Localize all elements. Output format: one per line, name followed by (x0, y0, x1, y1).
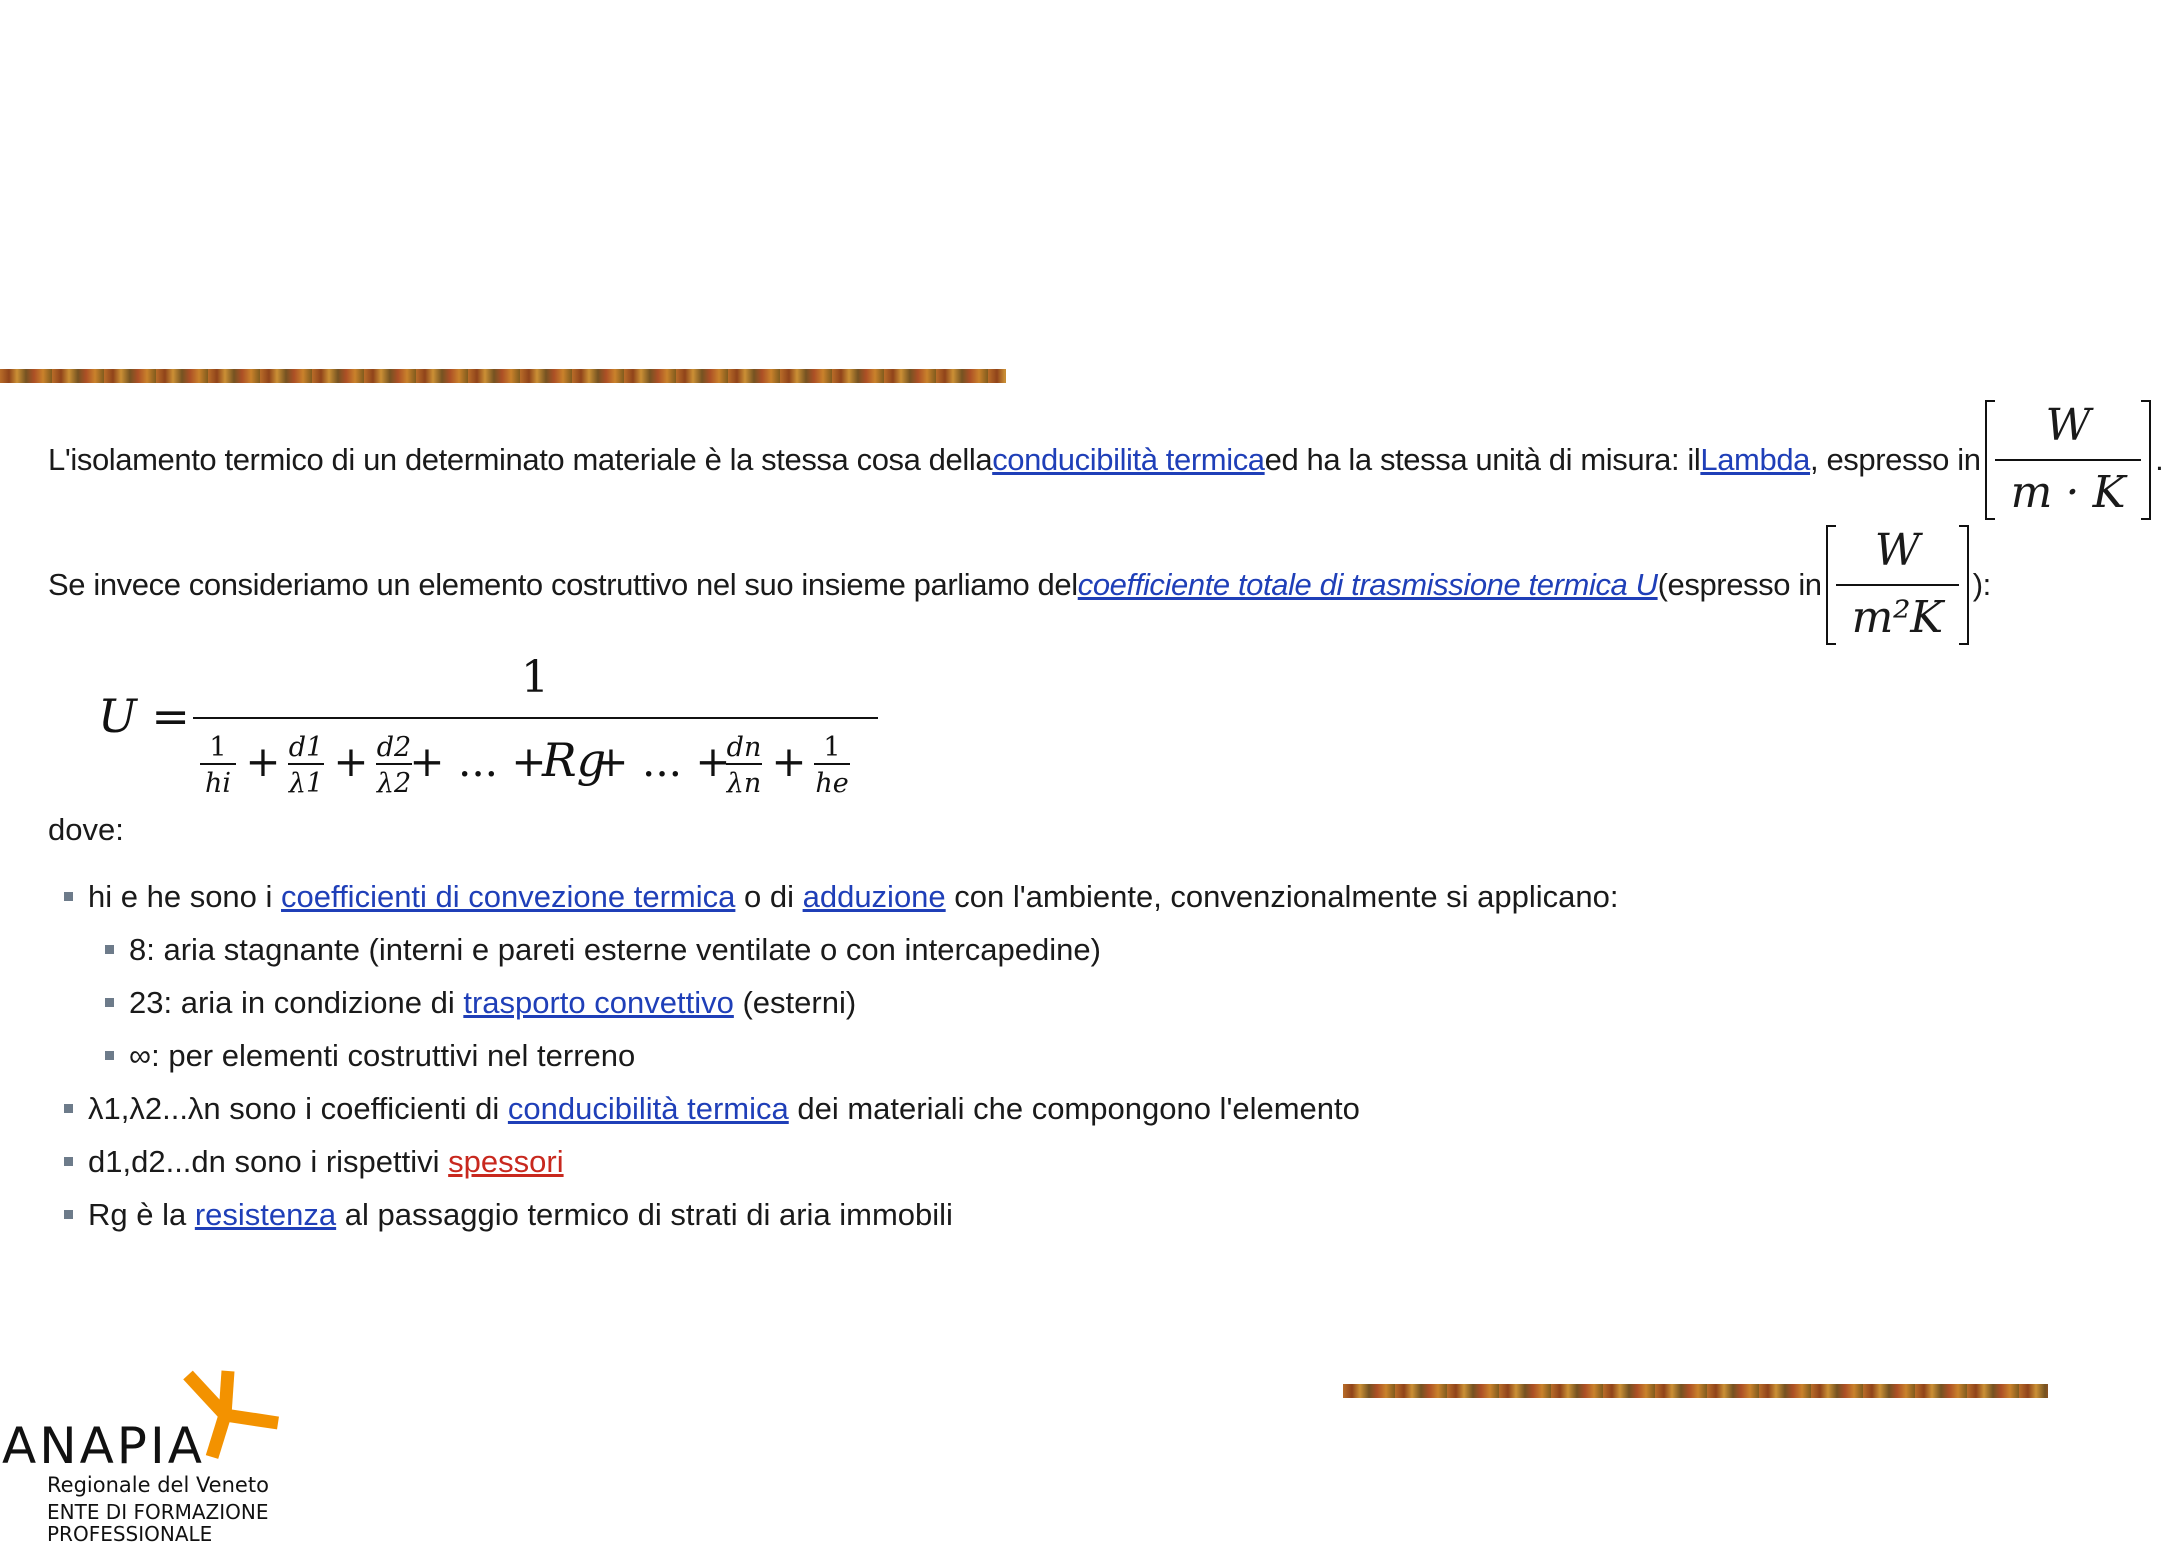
logo-subtitle: Regionale del Veneto (47, 1473, 269, 1497)
list-item-hi-he: hi e he sono i coefficienti di convezione termica o di adduzione con l'ambiente, convenzionalmente si applicano: (48, 870, 1619, 923)
link-coefficiente-trasmissione[interactable]: coefficiente totale di trasmissione termica U (1077, 567, 1658, 603)
fraction-denominator: hi (204, 768, 232, 799)
paragraph-coefficient-u: Se invece consideriamo un elemento costruttivo nel suo insieme parliamo del coefficiente totale di trasmissione termica U (espresso in $\frac{W}{\text{m²K}}$ ): (48, 525, 1991, 643)
unit-w-mk: $\frac{W}{m \cdot K}$ (1985, 400, 2152, 520)
fraction-denominator: λ1 (288, 768, 324, 799)
list-item-lambda: λ1,λ2...λn sono i coefficienti di conducibilità termica dei materiali che compongono l'elemento (48, 1082, 1619, 1135)
fraction-denominator: λn (726, 768, 762, 799)
formula-operator: + (333, 737, 369, 786)
u-value-formula (48, 650, 888, 811)
fraction-denominator: λ2 (376, 768, 412, 799)
unit-w-m2k: $\frac{W}{\text{m²K}}$ (1826, 525, 1969, 645)
logo-wordmark: ANAPIA (2, 1417, 205, 1475)
formula-svg (48, 650, 888, 800)
list-subitem-8: 8: aria stagnante (interni e pareti esterne ventilate o con intercapedine) (48, 923, 1619, 976)
formula-operator: + (771, 737, 807, 786)
formula-operator: + ... + (409, 737, 547, 786)
list-subitem-infinity: ∞: per elementi costruttivi nel terreno (48, 1029, 1619, 1082)
fraction-numerator: 1 (823, 732, 841, 763)
link-adduzione[interactable]: adduzione (802, 879, 946, 914)
logo-tagline: ENTE DI FORMAZIONE PROFESSIONALE (47, 1500, 269, 1546)
list-item-spessori: d1,d2...dn sono i rispettivi spessori (48, 1135, 1619, 1188)
formula-operator: + ... + (593, 737, 731, 786)
link-coefficienti-convezione[interactable]: coefficienti di convezione termica (281, 879, 736, 914)
fraction-numerator: d2 (376, 732, 412, 763)
link-trasporto-convettivo[interactable]: trasporto convettivo (463, 985, 734, 1020)
definitions-list (48, 870, 1619, 1241)
link-lambda[interactable]: Lambda (1700, 442, 1811, 478)
list-item-rg: Rg è la resistenza al passaggio termico di strati di aria immobili (48, 1188, 1619, 1241)
fraction-numerator: d1 (288, 732, 324, 763)
link-resistenza[interactable]: resistenza (194, 1197, 337, 1232)
fraction-numerator: dn (726, 732, 762, 763)
formula-lhs: U = (98, 689, 190, 743)
link-conducibilita-termica[interactable]: conducibilità termica (992, 442, 1265, 478)
list-subitem-23: 23: aria in condizione di trasporto convettivo (esterni) (48, 976, 1619, 1029)
formula-operator: + (245, 737, 281, 786)
formula-term-rg: Rg (542, 733, 607, 787)
formula-numerator: 1 (521, 652, 549, 703)
anapia-logo (0, 1365, 300, 1546)
paragraph-lambda: L'isolamento termico di un determinato materiale è la stessa cosa della conducibilità termica ed ha la stessa unità di misura: il Lambda , espresso in $\frac{W}{m \cdot K}$ . (48, 400, 2163, 518)
fraction-denominator: he (815, 768, 849, 799)
fraction-numerator: 1 (209, 732, 227, 763)
link-spessori[interactable]: spessori (448, 1144, 564, 1179)
dove-label: dove: (48, 812, 124, 847)
decorative-top-bar (0, 369, 1006, 383)
decorative-bottom-bar (1343, 1384, 2048, 1398)
link-conducibilita-termica-2[interactable]: conducibilità termica (507, 1091, 789, 1126)
